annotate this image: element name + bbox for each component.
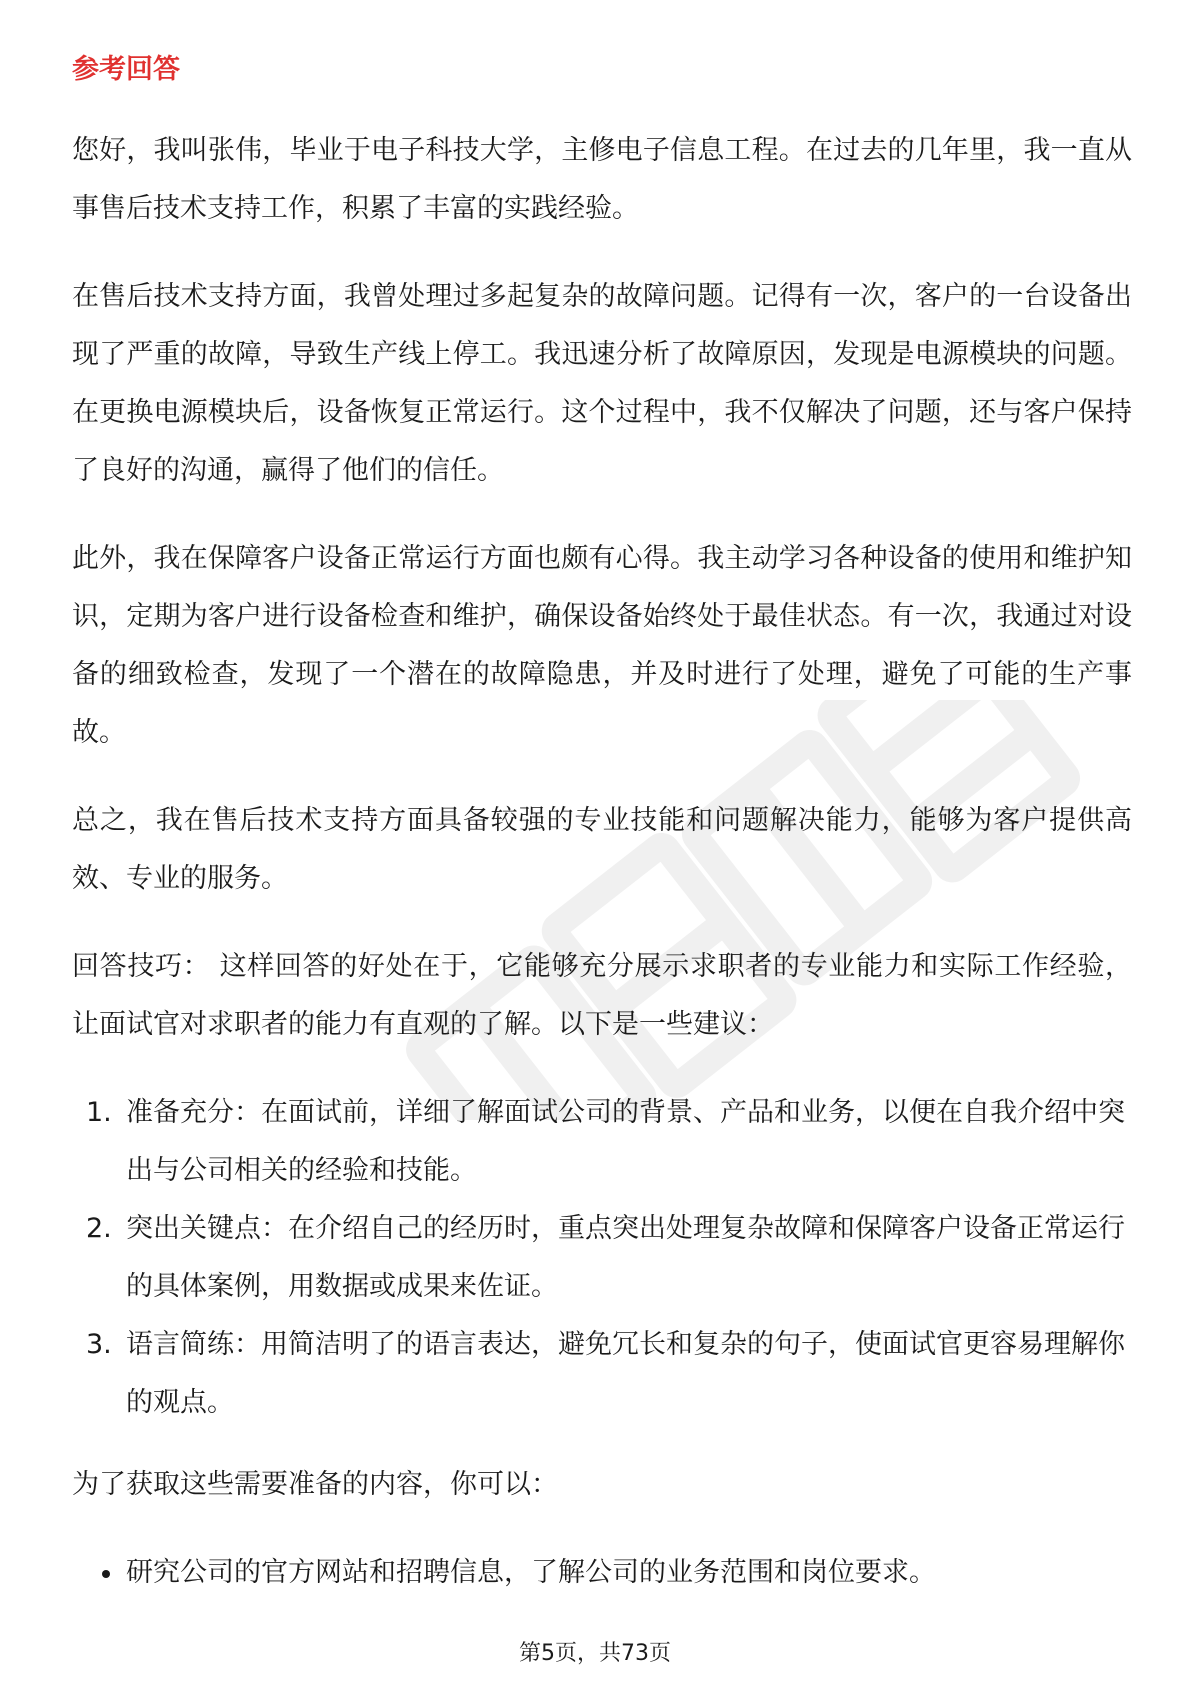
page-number: 第5页，共73页	[519, 1641, 671, 1666]
list-number: 1.	[86, 1097, 112, 1128]
answer-tips-intro: 回答技巧： 这样回答的好处在于，它能够充分展示求职者的专业能力和实际工作经验，让面试官对求职者的能力有直观的了解。以下是一些建议：	[72, 951, 1132, 1040]
list-number: 2.	[86, 1213, 112, 1244]
list-item	[72, 1200, 1132, 1316]
list-item	[72, 1084, 1132, 1200]
list-item	[72, 1316, 1132, 1432]
section-heading: 参考回答	[72, 54, 180, 85]
answer-paragraph-summary: 总之，我在售后技术支持方面具备较强的专业技能和问题解决能力，能够为客户提供高效、专业的服务。	[72, 805, 1132, 894]
list-item-text: 突出关键点：在介绍自己的经历时，重点突出处理复杂故障和保障客户设备正常运行的具体案例，用数据或成果来佐证。	[126, 1213, 1125, 1302]
prep-bullet-list	[72, 1544, 1132, 1602]
list-item-text: 准备充分：在面试前，详细了解面试公司的背景、产品和业务，以便在自我介绍中突出与公司相关的经验和技能。	[126, 1097, 1125, 1186]
tips-list	[72, 1084, 1132, 1432]
list-number: 3.	[86, 1329, 112, 1360]
list-item-text: 语言简练：用简洁明了的语言表达，避免冗长和复杂的句子，使面试官更容易理解你的观点。	[126, 1329, 1125, 1418]
answer-paragraph-maintenance: 此外，我在保障客户设备正常运行方面也颇有心得。我主动学习各种设备的使用和维护知识，定期为客户进行设备检查和维护，确保设备始终处于最佳状态。有一次，我通过对设备的细致检查，发现了一个潜在的故障隐患，并及时进行了处理，避免了可能的生产事故。	[72, 543, 1132, 748]
bullet-icon	[102, 1570, 110, 1578]
main-content	[72, 48, 1132, 1602]
answer-paragraph-intro: 您好，我叫张伟，毕业于电子科技大学，主修电子信息工程。在过去的几年里，我一直从事售后技术支持工作，积累了丰富的实践经验。	[72, 135, 1132, 224]
answer-paragraph-fault-case: 在售后技术支持方面，我曾处理过多起复杂的故障问题。记得有一次，客户的一台设备出现了严重的故障，导致生产线上停工。我迅速分析了故障原因，发现是电源模块的问题。在更换电源模块后，设备恢复正常运行。这个过程中，我不仅解决了问题，还与客户保持了良好的沟通，赢得了他们的信任。	[72, 281, 1132, 486]
list-item-text: 研究公司的官方网站和招聘信息，了解公司的业务范围和岗位要求。	[126, 1557, 936, 1588]
list-item	[72, 1544, 1132, 1602]
prep-intro: 为了获取这些需要准备的内容，你可以：	[72, 1469, 558, 1500]
